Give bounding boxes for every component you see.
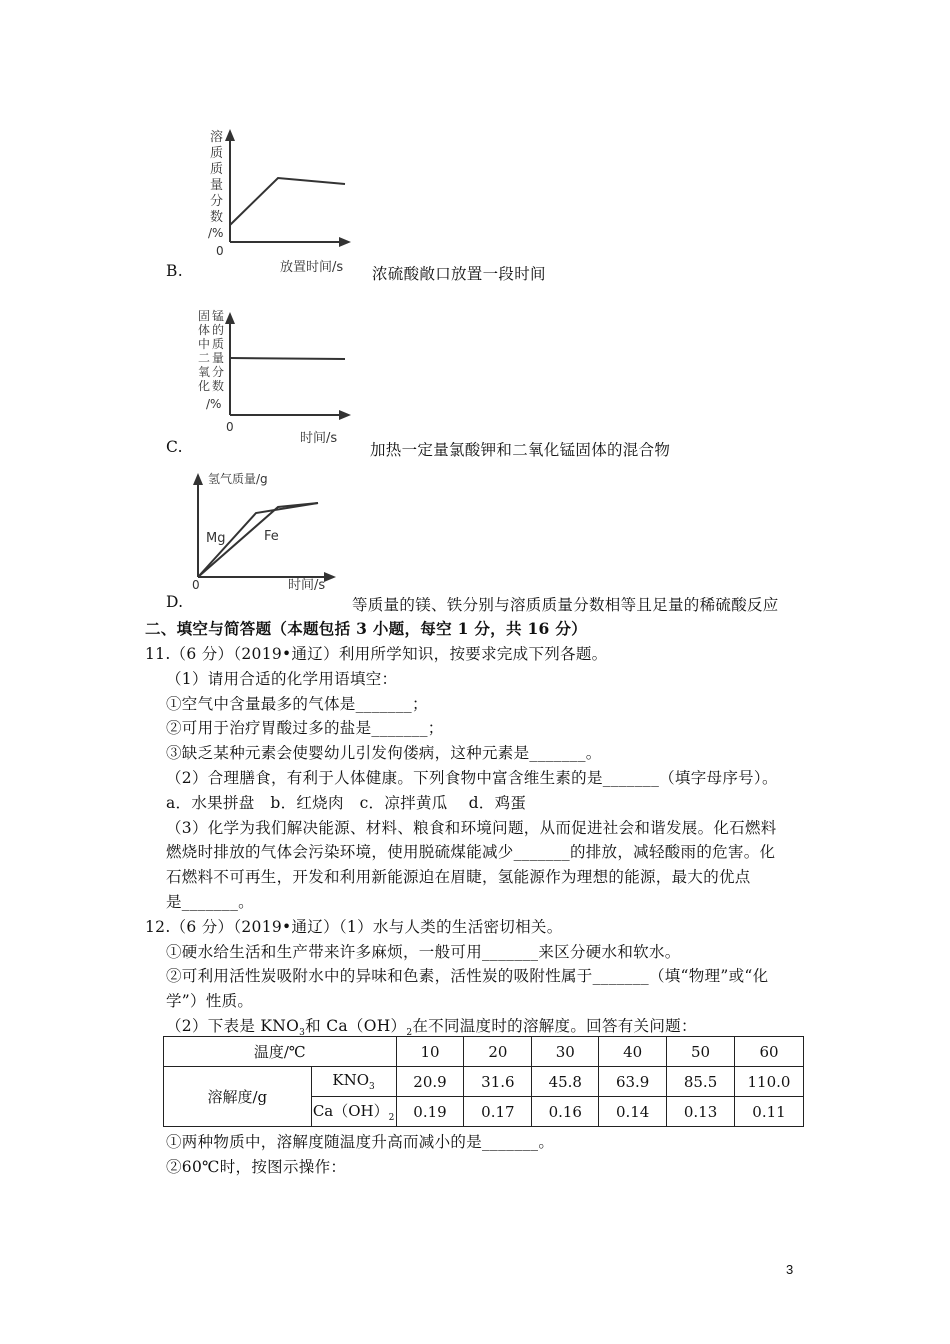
chart-c-x-arrow: [339, 410, 351, 420]
chart-b-origin: 0: [216, 244, 224, 258]
caoh-value: 0.13: [667, 1097, 735, 1127]
table-row: [164, 1037, 804, 1067]
caoh-value: 0.16: [532, 1097, 599, 1127]
temp-cell: 50: [667, 1037, 735, 1067]
chart-c-ylabel-b6: 数: [212, 379, 225, 393]
temp-cell: 30: [532, 1037, 599, 1067]
kno3-value: 85.5: [667, 1067, 735, 1097]
chart-c-origin: 0: [226, 420, 234, 434]
chart-c-y-arrow: [225, 312, 235, 324]
chart-c-ylabel-a5: 氧: [198, 365, 211, 379]
chart-b-ylabel-4: 量: [210, 178, 224, 193]
chart-c-ylabel-a1: 固: [198, 309, 211, 323]
chart-c-xlabel: 时间/s: [300, 431, 338, 446]
q11-stem: 11.（6 分）（2019•通辽）利用所学知识，按要求完成下列各题。: [145, 645, 608, 663]
q12-part2-mid: 和 Ca（OH）: [305, 1017, 407, 1035]
chart-b-ylabel-3: 质: [210, 162, 224, 177]
kno3-value: 31.6: [464, 1067, 532, 1097]
chart-c-ylabel-unit: /%: [206, 397, 222, 411]
q11-part2-options: a．水果拼盘 b．红烧肉 c．凉拌黄瓜 d．鸡蛋: [166, 794, 527, 812]
chart-b-x-arrow: [339, 237, 351, 247]
q12-part2-pre: （2）下表是 KNO: [166, 1017, 300, 1035]
caoh-value: 0.17: [464, 1097, 532, 1127]
chart-c-curve: [230, 358, 345, 359]
chart-d-origin: 0: [192, 578, 200, 590]
q11-part1-a: ①空气中含量最多的气体是_______；: [166, 695, 428, 713]
q11-part1-c: ③缺乏某种元素会使婴幼儿引发佝偻病，这种元素是_______。: [166, 744, 602, 762]
caoh-label: Ca（OH）: [312, 1102, 389, 1120]
option-b-caption: 浓硫酸敞口放置一段时间: [372, 265, 546, 283]
chart-c-ylabel-b4: 量: [212, 351, 225, 365]
option-c-letter: C.: [166, 438, 183, 456]
q12-part2-sub1: 3: [299, 1028, 306, 1039]
chart-c-ylabel-b1: 锰: [212, 309, 225, 323]
kno3-label-cell: [311, 1067, 396, 1097]
q11-part1-b: ②可用于治疗胃酸过多的盐是_______；: [166, 719, 444, 737]
q11-part3-line4: 是_______。: [166, 893, 254, 911]
chart-c-ylabel-b5: 分: [212, 365, 225, 379]
caoh-value: 0.11: [735, 1097, 804, 1127]
option-d-letter: D.: [166, 593, 184, 611]
q12-part2-sub2: 2: [406, 1028, 413, 1039]
q12-question-a: ①两种物质中，溶解度随温度升高而减小的是_______。: [166, 1133, 555, 1151]
chart-b-solute-fraction: [190, 125, 365, 273]
q12-part1-a: ①硬水给生活和生产带来许多麻烦，一般可用_______来区分硬水和软水。: [166, 943, 681, 961]
chart-d-y-arrow: [193, 473, 203, 485]
q12-part1-b-line2: 学”）性质。: [166, 992, 254, 1010]
caoh-label-cell: [311, 1097, 396, 1127]
kno3-value: 45.8: [532, 1067, 599, 1097]
kno3-value: 110.0: [735, 1067, 804, 1097]
q12-question-b: ②60℃时，按图示操作：: [166, 1158, 347, 1176]
chart-c-ylabel-a6: 化: [198, 379, 211, 393]
chart-d-ylabel: 氢气质量/g: [208, 472, 268, 486]
kno3-sub: 3: [369, 1082, 375, 1092]
caoh-sub: 2: [388, 1113, 395, 1123]
chart-d-mg-label: Mg: [206, 531, 226, 546]
chart-b-ylabel-1: 溶: [210, 130, 224, 145]
q12-part2-post: 在不同温度时的溶解度。回答有关问题：: [412, 1017, 697, 1035]
chart-b-xlabel: 放置时间/s: [280, 260, 344, 273]
q11-part2: （2）合理膳食，有利于人体健康。下列食物中富含维生素的是_______（填字母序号）。: [166, 769, 778, 787]
chart-d-x-arrow: [324, 572, 336, 582]
chart-c-ylabel-a4: 二: [198, 351, 211, 365]
q11-part1: （1）请用合适的化学用语填空：: [166, 670, 398, 688]
table-row: [164, 1067, 804, 1097]
solubility-table: [163, 1036, 804, 1127]
temp-cell: 10: [396, 1037, 464, 1067]
chart-b-ylabel-7: /%: [208, 226, 224, 240]
q11-part3-line1: （3）化学为我们解决能源、材料、粮食和环境问题，从而促进社会和谐发展。化石燃料: [166, 819, 777, 837]
option-b-letter: B.: [166, 262, 183, 280]
chart-d-xlabel: 时间/s: [288, 578, 326, 590]
temp-cell: 60: [735, 1037, 804, 1067]
temp-header: 温度/℃: [164, 1037, 397, 1067]
kno3-value: 20.9: [396, 1067, 464, 1097]
caoh-value: 0.19: [396, 1097, 464, 1127]
chart-c-ylabel-b2: 的: [212, 323, 225, 337]
solubility-label: 溶解度/g: [164, 1067, 312, 1127]
chart-d-fe-label: Fe: [264, 529, 279, 544]
q11-part3-line2: 燃烧时排放的气体会污染环境，使用脱硫煤能减少_______的排放，减轻酸雨的危害。化: [166, 843, 776, 861]
chart-b-y-arrow: [225, 129, 235, 141]
chart-c-ylabel-a2: 体: [198, 323, 211, 337]
q12-stem: 12.（6 分）（2019•通辽）（1）水与人类的生活密切相关。: [145, 918, 563, 936]
temp-cell: 40: [599, 1037, 667, 1067]
chart-b-ylabel-6: 数: [210, 210, 224, 225]
chart-b-ylabel-5: 分: [210, 194, 224, 209]
chart-d-hydrogen-mass: [190, 465, 350, 590]
kno3-label: KNO: [332, 1071, 370, 1089]
q12-part1-b-line1: ②可利用活性炭吸附水中的异味和色素，活性炭的吸附性属于_______（填“物理”或“化: [166, 967, 769, 985]
option-c-caption: 加热一定量氯酸钾和二氧化锰固体的混合物: [370, 441, 671, 459]
q11-part3-line3: 石燃料不可再生，开发和利用新能源迫在眉睫，氢能源作为理想的能源，最大的优点: [166, 868, 751, 886]
chart-b-curve: [230, 178, 345, 225]
chart-c-ylabel-a3: 中: [198, 337, 211, 351]
kno3-value: 63.9: [599, 1067, 667, 1097]
temp-cell: 20: [464, 1037, 532, 1067]
chart-b-ylabel-2: 质: [210, 146, 224, 161]
chart-c-ylabel-b3: 质: [212, 337, 225, 351]
option-d-caption: 等质量的镁、铁分别与溶质质量分数相等且足量的稀硫酸反应: [352, 596, 779, 614]
q12-part2-intro: [166, 1014, 697, 1038]
caoh-value: 0.14: [599, 1097, 667, 1127]
page-number: 3: [786, 1262, 794, 1277]
section-heading: 二、填空与简答题（本题包括 3 小题，每空 1 分，共 16 分）: [145, 619, 587, 638]
chart-c-mno2-fraction: [190, 300, 365, 448]
